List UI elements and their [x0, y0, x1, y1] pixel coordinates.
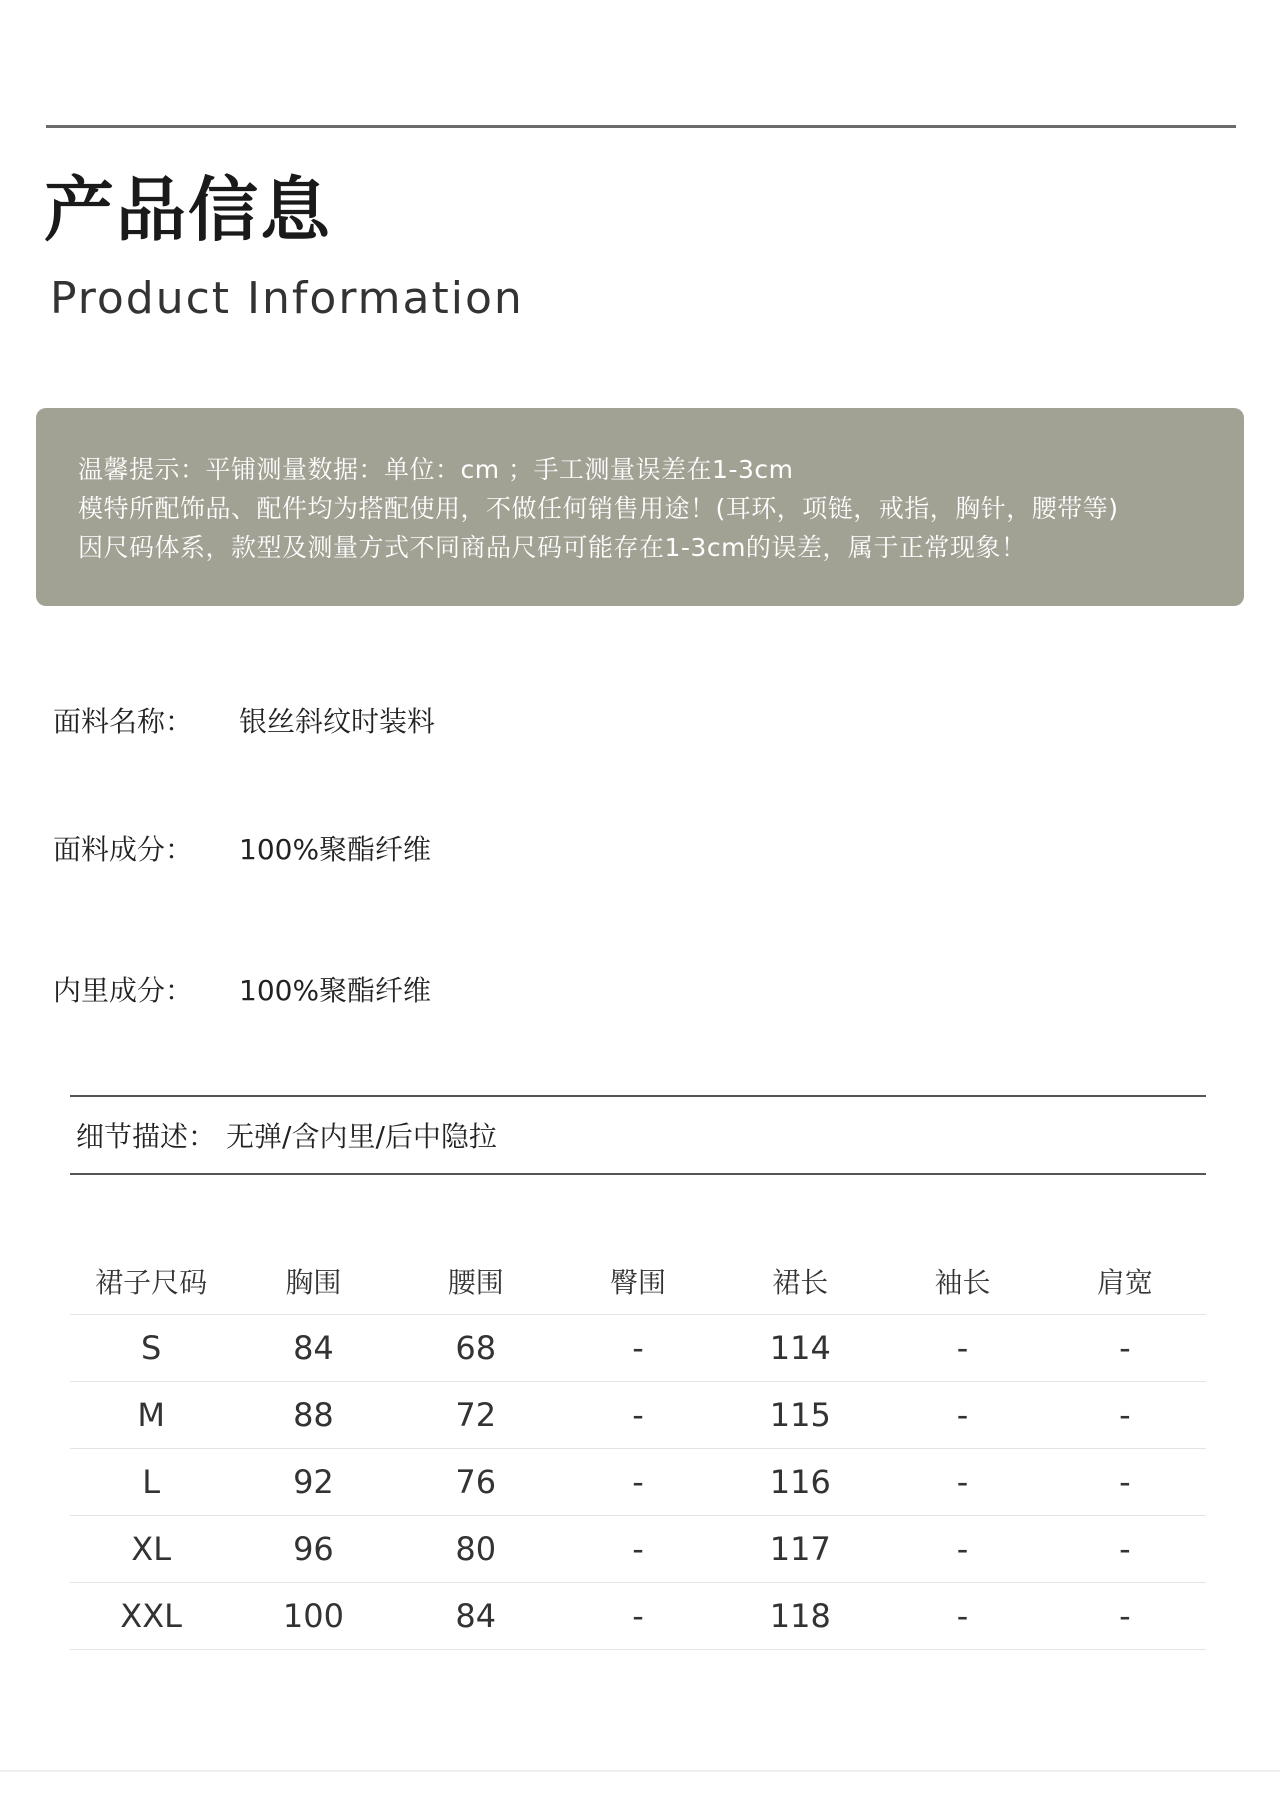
cell-shoulder-width: - [1044, 1315, 1206, 1382]
cell-skirt-length: 117 [719, 1516, 881, 1583]
header-sleeve-length: 袖长 [881, 1248, 1043, 1315]
cell-sleeve-length: - [881, 1583, 1043, 1650]
cell-bust: 100 [232, 1583, 394, 1650]
header-waist: 腰围 [395, 1248, 557, 1315]
cell-shoulder-width: - [1044, 1516, 1206, 1583]
bottom-divider [0, 1770, 1280, 1772]
cell-size: L [70, 1449, 232, 1516]
table-row [70, 1449, 1206, 1516]
cell-hip: - [557, 1583, 719, 1650]
cell-waist: 84 [395, 1583, 557, 1650]
table-row [70, 1382, 1206, 1449]
fabric-composition-value: 100%聚酯纤维 [239, 833, 432, 866]
cell-size: XL [70, 1516, 232, 1583]
size-table-header-row [70, 1248, 1206, 1315]
cell-sleeve-length: - [881, 1516, 1043, 1583]
cell-waist: 76 [395, 1449, 557, 1516]
cell-skirt-length: 115 [719, 1382, 881, 1449]
table-row [70, 1315, 1206, 1382]
table-row [70, 1583, 1206, 1650]
notice-line-2: 模特所配饰品、配件均为搭配使用，不做任何销售用途！(耳环，项链，戒指，胸针，腰带等) [78, 494, 1119, 523]
notice-line-3: 因尺码体系，款型及测量方式不同商品尺码可能存在1-3cm的误差，属于正常现象！ [78, 533, 1027, 562]
notice-line-1: 温馨提示：平铺测量数据：单位：cm ；手工测量误差在1-3cm [78, 455, 794, 484]
lining-composition-row [53, 973, 431, 1009]
fabric-name-value: 银丝斜纹时装料 [239, 705, 436, 738]
fabric-name-label: 面料名称： [53, 705, 194, 738]
cell-skirt-length: 116 [719, 1449, 881, 1516]
table-row [70, 1516, 1206, 1583]
cell-waist: 68 [395, 1315, 557, 1382]
cell-bust: 88 [232, 1382, 394, 1449]
cell-bust: 96 [232, 1516, 394, 1583]
cell-hip: - [557, 1449, 719, 1516]
header-shoulder-width: 肩宽 [1044, 1248, 1206, 1315]
lining-composition-label: 内里成分： [53, 974, 194, 1007]
size-table [70, 1248, 1206, 1650]
cell-waist: 80 [395, 1516, 557, 1583]
cell-size: XXL [70, 1583, 232, 1650]
cell-bust: 92 [232, 1449, 394, 1516]
cell-shoulder-width: - [1044, 1449, 1206, 1516]
cell-sleeve-length: - [881, 1382, 1043, 1449]
fabric-name-row [53, 704, 435, 740]
cell-size: S [70, 1315, 232, 1382]
cell-hip: - [557, 1516, 719, 1583]
detail-description-value: 无弹/含内里/后中隐拉 [226, 1120, 497, 1153]
cell-bust: 84 [232, 1315, 394, 1382]
cell-hip: - [557, 1315, 719, 1382]
page-title: 产品信息 [44, 169, 332, 251]
cell-skirt-length: 114 [719, 1315, 881, 1382]
header-hip: 臀围 [557, 1248, 719, 1315]
header-bust: 胸围 [232, 1248, 394, 1315]
cell-shoulder-width: - [1044, 1382, 1206, 1449]
cell-skirt-length: 118 [719, 1583, 881, 1650]
header-size: 裙子尺码 [70, 1248, 232, 1315]
detail-description [70, 1095, 1206, 1175]
cell-waist: 72 [395, 1382, 557, 1449]
header-skirt-length: 裙长 [719, 1248, 881, 1315]
cell-sleeve-length: - [881, 1449, 1043, 1516]
lining-composition-value: 100%聚酯纤维 [239, 974, 432, 1007]
detail-description-label: 细节描述： [76, 1120, 217, 1153]
page-subtitle: Product Information [50, 273, 524, 324]
cell-size: M [70, 1382, 232, 1449]
cell-hip: - [557, 1382, 719, 1449]
fabric-composition-row [53, 832, 431, 868]
top-divider [46, 125, 1236, 128]
cell-sleeve-length: - [881, 1315, 1043, 1382]
fabric-composition-label: 面料成分： [53, 833, 194, 866]
notice-box [36, 408, 1244, 606]
cell-shoulder-width: - [1044, 1583, 1206, 1650]
